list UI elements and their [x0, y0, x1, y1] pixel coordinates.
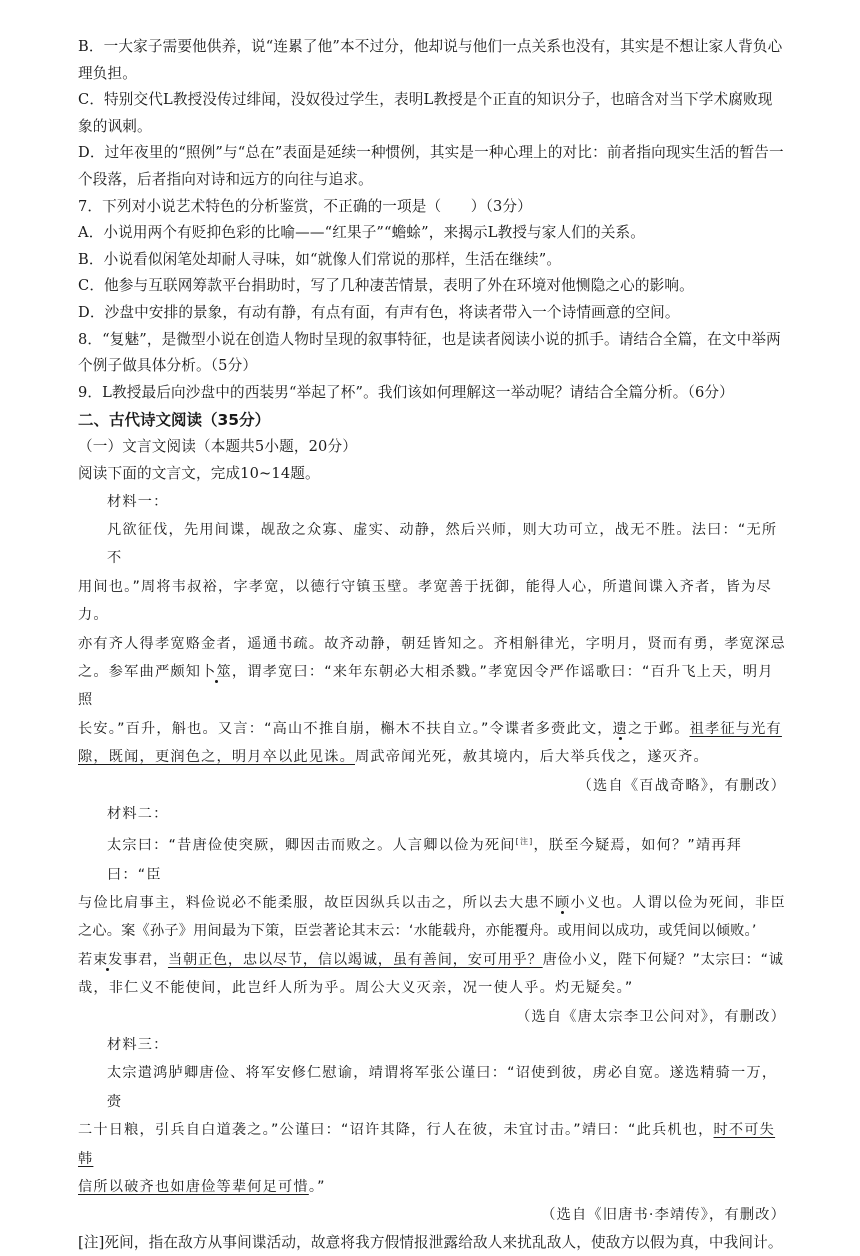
- material-2-source: （选自《唐太宗李卫公问对》，有删改）: [516, 1008, 786, 1025]
- material-2-line: 之心。案《孙子》用间最为下策，臣尝著论其末云：‘水能载舟，亦能覆舟。或用间以成功，或凭间以倾败。’: [78, 923, 757, 940]
- material-1-line: 凡欲征伐，先用间谍，觇敌之众寡、虚实、动静，然后兴师，则大功可立，战无不胜。法曰：“无所不: [107, 521, 778, 567]
- q9-question: 9．L教授最后向沙盘中的西装男“举起了杯”。我们该如何理解这一举动呢？请结合全篇分析。（6分）: [78, 383, 734, 401]
- material-2-line: 太宗曰：“昔唐俭使突厥，卿因击而败之。人言卿以俭为死间[注]，朕至今疑焉，如何？”靖再拜曰：“臣: [107, 837, 743, 883]
- material-3-line: 二十日粮，引兵自白道袭之。”公谨曰：“诏许其降，行人在彼，未宜讨击。”靖曰：“此兵机也，时不可失韩: [78, 1122, 776, 1167]
- section-subheading: （一）文言文阅读（本题共5小题，20分）: [78, 438, 357, 456]
- underlined-sentence: 隙，既闻，更润色之，明月卒以此见诛。: [78, 749, 355, 766]
- material-1-source: （选自《百战奇略》，有删改）: [577, 777, 786, 794]
- q7-option-c: C．他参与互联网筹款平台捐助时，写了几种凄苦情景，表明了外在环境对他恻隐之心的影响。: [78, 277, 694, 295]
- dotted-word: 束发: [93, 951, 123, 968]
- q6-option-c: C．特别交代L教授没传过绯闻，没奴役过学生，表明L教授是个正直的知识分子，也暗含对当下学术腐败现象的讽刺。: [78, 91, 773, 135]
- section-instruction: 阅读下面的文言文，完成10~14题。: [78, 464, 320, 482]
- footnote-marker: [注]: [515, 837, 534, 847]
- section-heading: 二、古代诗文阅读（35分）: [78, 411, 271, 430]
- material-2-line: 若束发事君，当朝正色，忠以尽节，信以竭诚，虽有善间，安可用乎？唐俭小义，陛下何疑？”太宗曰：“诚: [78, 951, 784, 968]
- material-3-source: （选自《旧唐书·李靖传》，有删改）: [541, 1207, 786, 1224]
- material-1-label: 材料一：: [107, 493, 169, 510]
- material-1-line: 长安。”百升，斛也。又言：“高山不推自崩，槲木不扶自立。”令谍者多赍此文，遗之于邺。祖孝征与光有: [78, 720, 782, 737]
- q6-option-d: D．过年夜里的“照例”与“总在”表面是延续一种惯例，其实是一种心理上的对比：前者指向现实生活的暂告一个段落，后者指向对诗和远方的向往与追求。: [78, 144, 784, 188]
- underlined-sentence: 当朝正色，忠以尽节，信以竭诚，虽有善间，安可用乎？: [167, 951, 543, 968]
- q7-stem: 7．下列对小说艺术特色的分析鉴赏，不正确的一项是（ ）（3分）: [78, 197, 532, 215]
- underlined-sentence: 信所以破齐也如唐俭等辈何足可惜: [78, 1178, 309, 1195]
- material-2-label: 材料二：: [107, 805, 169, 822]
- q7-option-b: B．小说看似闲笔处却耐人寻味，如“就像人们常说的那样，生活在继续”。: [78, 250, 562, 268]
- material-2-line: 哉，非仁义不能使间，此岂纤人所为乎。周公大义灭亲，况一使人乎。灼无疑矣。”: [78, 980, 634, 997]
- underlined-sentence: 时不可失韩: [78, 1122, 776, 1167]
- q8-question: 8．“复魅”，是微型小说在创造人物时呈现的叙事特征，也是读者阅读小说的抓手。请结合全篇，在文中举两个例子做具体分析。（5分）: [78, 330, 781, 375]
- exam-page: [78, 34, 786, 1256]
- footnote: [注]死间，指在敌方从事间谍活动，故意将我方假情报泄露给敌人来扰乱敌人，使敌方以假为真，中我间计。: [78, 1233, 783, 1251]
- dotted-word: 遗: [612, 720, 629, 737]
- q7-option-d: D．沙盘中安排的景象，有动有静，有点有面，有声有色，将读者带入一个诗情画意的空间。: [78, 303, 680, 321]
- material-1-line: 用间也。”周将韦叔裕，字孝宽，以德行守镇玉壁。孝宽善于抚御，能得人心，所遣间谍入齐者，皆为尽力。: [78, 578, 772, 624]
- q7-option-a: A．小说用两个有贬抑色彩的比喻——“红果子”“蟾蜍”，来揭示L教授与家人们的关系。: [78, 224, 646, 242]
- dotted-word: 顾: [555, 894, 571, 911]
- material-1-line: 亦有齐人得孝宽赂金者，遥通书疏。故齐动静，朝廷皆知之。齐相斛律光，字明月，贤而有勇，孝宽深忌: [78, 635, 786, 652]
- material-3-label: 材料三：: [107, 1036, 169, 1053]
- material-1-line: 之。参军曲严颇知卜筮，谓孝宽曰：“来年东朝必大相杀戮。”孝宽因令严作谣歌曰：“百升飞上天，明月照: [78, 663, 774, 709]
- q6-option-b: B．一大家子需要他供养，说“连累了他”本不过分，他却说与他们一点关系也没有，其实是不想让家人背负心理负担。: [78, 38, 783, 82]
- material-1-line: 隙，既闻，更润色之，明月卒以此见诛。周武帝闻光死，赦其境内，后大举兵伐之，遂灭齐。: [78, 749, 709, 766]
- material-2-line: 与俭比肩事主，料俭说必不能柔服，故臣因纵兵以击之，所以去大患不顾小义也。人谓以俭为死间，非臣: [78, 894, 786, 911]
- material-3-line: 信所以破齐也如唐俭等辈何足可惜。”: [78, 1178, 326, 1195]
- underlined-sentence: 祖孝征与光有: [689, 720, 782, 737]
- material-3-line: 太宗遣鸿胪卿唐俭、将军安修仁慰谕，靖谓将军张公谨曰：“诏使到彼，虏必自宽。遂选精骑一万，赍: [107, 1065, 778, 1110]
- dotted-word: 卜筮: [201, 663, 232, 680]
